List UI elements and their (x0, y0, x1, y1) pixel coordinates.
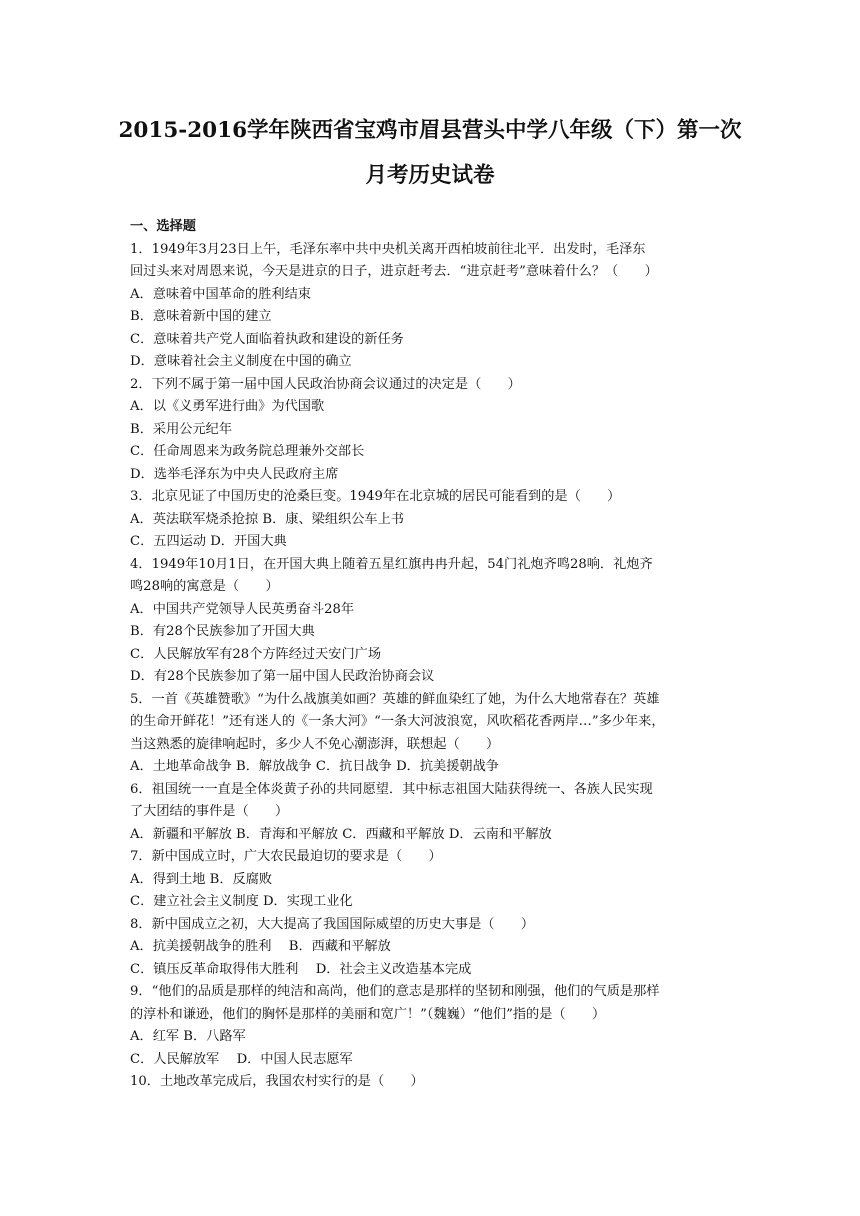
option-line: C．人民解放军 D．中国人民志愿军 (130, 1051, 353, 1067)
document-title-line-1: 2015-2016学年陕西省宝鸡市眉县营头中学八年级（下）第一次 (118, 118, 742, 143)
option-line: A．以《义勇军进行曲》为代国歌 (130, 399, 325, 414)
option-line: A．抗美援朝战争的胜利 B．西藏和平解放 (130, 939, 391, 954)
option-line: C．意味着共产党人面临着执政和建设的新任务 (130, 331, 404, 347)
question-line: 8．新中国成立之初，大大提高了我国国际威望的历史大事是（ ） (130, 916, 535, 932)
option-line: A．土地革命战争 B．解放战争 C．抗日战争 D．抗美援朝战争 (130, 759, 499, 774)
question-line: 回过头来对周恩来说，今天是进京的日子，进京赶考去．“进京赶考”意味着什么？（ ） (130, 264, 658, 279)
question-line: 6．祖国统一一直是全体炎黄子孙的共同愿望．其中标志祖国大陆获得统一、各族人民实现 (130, 781, 653, 797)
option-line: A．得到土地 B．反腐败 (130, 871, 273, 887)
question-line: 4．1949年10月1日，在开国大典上随着五星红旗冉冉升起，54门礼炮齐鸣28响．礼炮齐 (130, 556, 653, 572)
option-line: C．五四运动 D．开国大典 (130, 534, 287, 549)
section-heading: 一、选择题 (130, 219, 196, 234)
option-line: C．建立社会主义制度 D．实现工业化 (130, 894, 353, 909)
question-line: 7．新中国成立时，广大农民最迫切的要求是（ ） (130, 849, 442, 864)
option-line: A．新疆和平解放 B．青海和平解放 C．西藏和平解放 D．云南和平解放 (130, 826, 552, 842)
option-line: A．意味着中国革命的胜利结束 (130, 286, 311, 302)
question-line: 当这熟悉的旋律响起时，多少人不免心潮澎湃，联想起（ ） (130, 736, 500, 752)
question-line: 10．土地改革完成后，我国农村实行的是（ ） (130, 1074, 424, 1089)
question-line: 2．下列不属于第一届中国人民政治协商会议通过的决定是（ ） (130, 376, 521, 392)
option-line: D．选举毛泽东为中央人民政府主席 (130, 466, 339, 482)
option-line: C．任命周恩来为政务院总理兼外交部长 (130, 444, 365, 459)
document-body (130, 216, 744, 1094)
question-line: 5．一首《英雄赞歌》“为什么战旗美如画？英雄的鲜血染红了她，为什么大地常春在？英雄 (130, 691, 660, 707)
question-line: 3．北京见证了中国历史的沧桑巨变。1949年在北京城的居民可能看到的是（ ） (130, 489, 621, 504)
option-line: C．镇压反革命取得伟大胜利 D．社会主义改造基本完成 (130, 961, 472, 977)
question-line: 了大团结的事件是（ ） (130, 804, 289, 819)
document-title-line-2: 月考历史试卷 (365, 163, 495, 188)
option-line: D．意味着社会主义制度在中国的确立 (130, 354, 352, 369)
option-line: C．人民解放军有28个方阵经过天安门广场 (130, 646, 382, 662)
option-line: B．采用公元纪年 (130, 421, 233, 437)
option-line: A．英法联军烧杀抢掠 B．康、梁组织公车上书 (130, 511, 404, 527)
question-line: 的淳朴和谦逊，他们的胸怀是那样的美丽和宽广！”（魏巍）“他们”指的是（ ） (130, 1006, 606, 1022)
question-line: 1．1949年3月23日上午，毛泽东率中共中央机关离开西柏坡前往北平．出发时，毛泽东 (130, 241, 646, 257)
option-line: A．中国共产党领导人民英勇奋斗28年 (130, 601, 355, 617)
question-line: 的生命开鲜花！”还有迷人的《一条大河》“一条大河波浪宽，风吹稻花香两岸…”多少年来， (130, 714, 665, 729)
option-line: A．红军 B．八路军 (130, 1029, 246, 1044)
question-line: 9．“他们的品质是那样的纯洁和高尚，他们的意志是那样的坚韧和刚强，他们的气质是那样 (130, 984, 660, 999)
option-line: B．有28个民族参加了开国大典 (130, 624, 315, 639)
option-line: B．意味着新中国的建立 (130, 309, 272, 324)
option-line: D．有28个民族参加了第一届中国人民政治协商会议 (130, 669, 435, 684)
question-line: 鸣28响的寓意是（ ） (130, 579, 279, 594)
